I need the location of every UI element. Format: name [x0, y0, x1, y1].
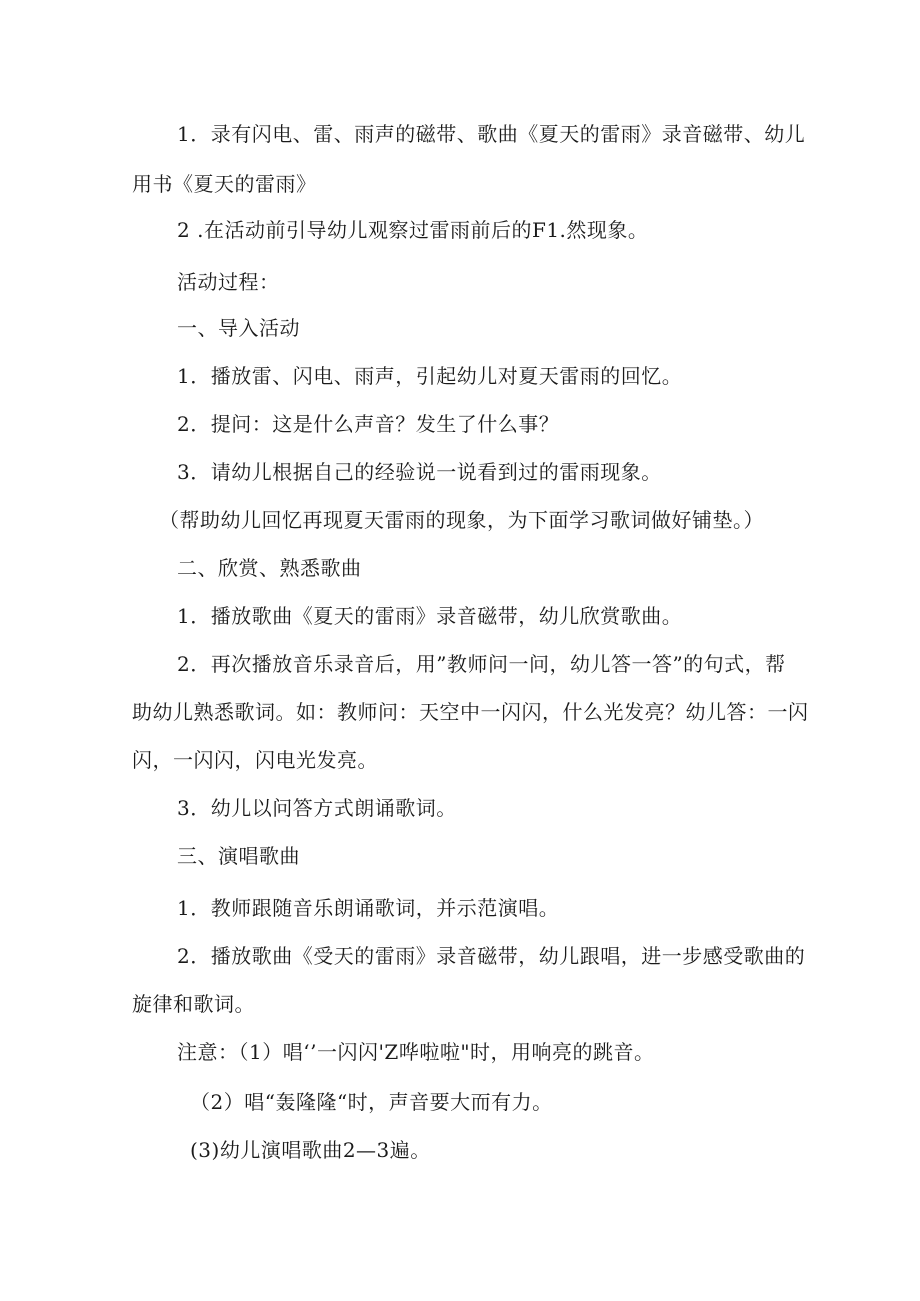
- part1-step-3: 3．请幼儿根据自己的经验说一说看到过的雷雨现象。: [177, 460, 662, 484]
- section-heading-process: 活动过程：: [177, 270, 280, 294]
- materials-item-1: 1．录有闪电、雷、雨声的磁带、歌曲《夏天的雷雨》录音磁带、幼儿: [177, 122, 806, 146]
- materials-item-1-continued: 用书《夏天的雷雨》: [132, 172, 317, 196]
- part3-step-2: 2．播放歌曲《受天的雷雨》录音磁带，幼儿跟唱，进一步感受歌曲的: [177, 944, 806, 968]
- note-item-2: （2）唱“轰隆隆“时，声音要大而有力。: [190, 1090, 553, 1114]
- part1-note: （帮助幼儿回忆再现夏天雷雨的现象，为下面学习歌词做好铺垫。）: [159, 508, 764, 532]
- note-item-1: 注意：（1）唱‘’一闪闪'Z哗啦啦"时，用响亮的跳音。: [177, 1040, 655, 1064]
- part1-step-1: 1．播放雷、闪电、雨声，引起幼儿对夏天雷雨的回忆。: [177, 364, 683, 388]
- part3-step-2-continued: 旋律和歌词。: [132, 992, 255, 1016]
- part2-step-1: 1．播放歌曲《夏天的雷雨》录音磁带，幼儿欣赏歌曲。: [177, 604, 683, 628]
- part-heading-2: 二、欣赏、熟悉歌曲: [177, 556, 362, 580]
- materials-item-2: 2 .在活动前引导幼儿观察过雷雨前后的F1.然现象。: [177, 218, 649, 242]
- part2-step-3: 3．幼儿以问答方式朗诵歌词。: [177, 796, 457, 820]
- part1-step-2: 2．提问：这是什么声音？发生了什么事？: [177, 412, 560, 436]
- part2-step-2-continued-2: 闪，一闪闪，闪电光发亮。: [132, 748, 378, 772]
- part3-step-1: 1．教师跟随音乐朗诵歌词，并示范演唱。: [177, 896, 560, 920]
- part-heading-1: 一、导入活动: [177, 316, 300, 340]
- part2-step-2-continued-1: 助幼儿熟悉歌词。如：教师问：天空中一闪闪，什么光发亮？幼儿答：一闪: [132, 700, 809, 724]
- note-item-3: (3)幼儿演唱歌曲2—3遍。: [190, 1138, 431, 1162]
- part2-step-2: 2．再次播放音乐录音后，用”教师问一问，幼儿答一答”的句式，帮: [177, 652, 786, 676]
- part-heading-3: 三、演唱歌曲: [177, 844, 300, 868]
